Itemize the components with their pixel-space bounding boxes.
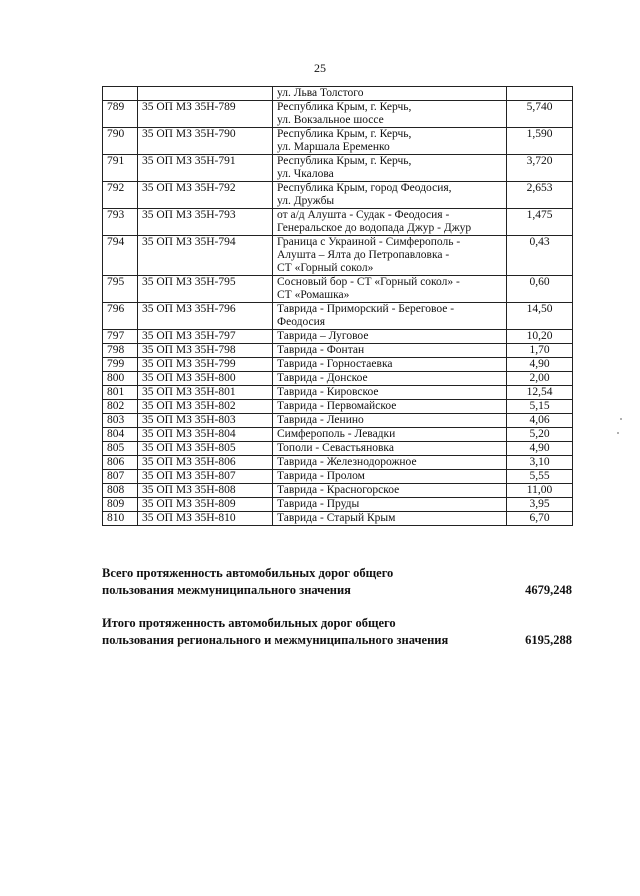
row-number: 792 (103, 182, 138, 209)
road-name (273, 330, 507, 344)
road-name-line: ул. Чкалова (277, 168, 334, 180)
road-name-line: Республика Крым, город Феодосия, (277, 182, 452, 194)
table-row (103, 236, 573, 276)
table-row (103, 456, 573, 470)
table-row (103, 414, 573, 428)
row-number: 797 (103, 330, 138, 344)
road-name-line: Граница с Украиной - Симферополь - (277, 236, 461, 248)
road-name-line: Таврида - Ленино (277, 414, 364, 426)
road-code: 35 ОП МЗ 35Н-795 (138, 276, 273, 303)
road-name-line: ул. Маршала Еременко (277, 141, 390, 153)
row-number: 805 (103, 442, 138, 456)
page-number: 25 (314, 61, 326, 75)
road-name-line: Республика Крым, г. Керчь, (277, 101, 412, 113)
road-length: 2,00 (507, 372, 573, 386)
road-name-line: Таврида - Старый Крым (277, 512, 396, 524)
road-length: 5,15 (507, 400, 573, 414)
road-name (273, 512, 507, 526)
road-code: 35 ОП МЗ 35Н-802 (138, 400, 273, 414)
road-code: 35 ОП МЗ 35Н-799 (138, 358, 273, 372)
table-row (103, 344, 573, 358)
road-code: 35 ОП МЗ 35Н-807 (138, 470, 273, 484)
road-name (273, 400, 507, 414)
row-number: 790 (103, 128, 138, 155)
road-name-line: Таврида - Донское (277, 372, 368, 384)
row-number: 793 (103, 209, 138, 236)
table-row (103, 484, 573, 498)
table-row (103, 128, 573, 155)
road-name-line: Сосновый бор - СТ «Горный сокол» - (277, 276, 460, 288)
row-number: 795 (103, 276, 138, 303)
scan-speck (617, 432, 619, 434)
table-row (103, 386, 573, 400)
road-name-line: Республика Крым, г. Керчь, (277, 128, 412, 140)
row-number: 789 (103, 101, 138, 128)
table-row (103, 470, 573, 484)
road-length: 3,720 (507, 155, 573, 182)
table-row (103, 372, 573, 386)
road-name-line: ул. Льва Толстого (277, 87, 364, 99)
table-row (103, 87, 573, 101)
row-number: 804 (103, 428, 138, 442)
road-length: 0,43 (507, 236, 573, 276)
road-name-line: Таврида - Пруды (277, 498, 360, 510)
row-number: 794 (103, 236, 138, 276)
summary-label-line: Всего протяженность автомобильных дорог общего (102, 566, 394, 580)
road-name (273, 386, 507, 400)
road-length: 1,590 (507, 128, 573, 155)
road-name (273, 456, 507, 470)
road-name-line: Таврида - Красногорское (277, 484, 400, 496)
row-number: 801 (103, 386, 138, 400)
road-code: 35 ОП МЗ 35Н-801 (138, 386, 273, 400)
road-name (273, 182, 507, 209)
table-row (103, 358, 573, 372)
road-code: 35 ОП МЗ 35Н-792 (138, 182, 273, 209)
table-row (103, 400, 573, 414)
road-name-line: СТ «Ромашка» (277, 289, 350, 301)
road-name-line: Таврида - Кировское (277, 386, 379, 398)
road-length: 11,00 (507, 484, 573, 498)
road-code: 35 ОП МЗ 35Н-797 (138, 330, 273, 344)
table-row (103, 512, 573, 526)
road-name-line: СТ «Горный сокол» (277, 262, 374, 274)
road-name (273, 101, 507, 128)
road-name (273, 303, 507, 330)
road-name (273, 414, 507, 428)
road-name (273, 358, 507, 372)
summary-regional-and-intermunicipal (102, 615, 572, 649)
table-row (103, 442, 573, 456)
summary-label-line: пользования межмуниципального значения (102, 583, 351, 597)
row-number: 807 (103, 470, 138, 484)
road-name (273, 484, 507, 498)
road-name-line: Таврида - Пролом (277, 470, 365, 482)
road-length: 3,10 (507, 456, 573, 470)
road-code: 35 ОП МЗ 35Н-790 (138, 128, 273, 155)
table-row (103, 276, 573, 303)
table-row (103, 303, 573, 330)
road-name-line: Алушта – Ялта до Петропавловка - (277, 249, 450, 261)
summary-intermunicipal (102, 565, 572, 599)
road-name (273, 470, 507, 484)
row-number: 798 (103, 344, 138, 358)
road-code: 35 ОП МЗ 35Н-796 (138, 303, 273, 330)
summary-label-line: Итого протяженность автомобильных дорог общего (102, 616, 396, 630)
road-code (138, 87, 273, 101)
road-name (273, 428, 507, 442)
roads-table-body (103, 87, 573, 526)
road-name (273, 498, 507, 512)
road-name-line: ул. Вокзальное шоссе (277, 114, 384, 126)
road-name (273, 372, 507, 386)
road-name-line: Таврида – Луговое (277, 330, 369, 342)
road-code: 35 ОП МЗ 35Н-805 (138, 442, 273, 456)
road-length: 4,06 (507, 414, 573, 428)
summary-value: 4679,248 (525, 583, 572, 597)
road-length: 5,20 (507, 428, 573, 442)
road-name-line: Феодосия (277, 316, 326, 328)
row-number: 800 (103, 372, 138, 386)
summary-value: 6195,288 (525, 633, 572, 647)
scan-speck (620, 418, 622, 420)
road-name (273, 344, 507, 358)
road-code: 35 ОП МЗ 35Н-794 (138, 236, 273, 276)
road-code: 35 ОП МЗ 35Н-800 (138, 372, 273, 386)
road-length: 0,60 (507, 276, 573, 303)
table-row (103, 330, 573, 344)
row-number: 806 (103, 456, 138, 470)
road-length: 5,740 (507, 101, 573, 128)
road-length: 1,70 (507, 344, 573, 358)
row-number: 791 (103, 155, 138, 182)
road-length: 4,90 (507, 358, 573, 372)
road-name-line: Генеральское до водопада Джур - Джур (277, 222, 472, 234)
table-row (103, 101, 573, 128)
road-name-line: Таврида - Приморский - Береговое - (277, 303, 455, 315)
road-name (273, 236, 507, 276)
road-length: 5,55 (507, 470, 573, 484)
row-number: 802 (103, 400, 138, 414)
road-code: 35 ОП МЗ 35Н-804 (138, 428, 273, 442)
row-number: 799 (103, 358, 138, 372)
road-code: 35 ОП МЗ 35Н-810 (138, 512, 273, 526)
road-name (273, 155, 507, 182)
road-length: 10,20 (507, 330, 573, 344)
road-length: 3,95 (507, 498, 573, 512)
road-code: 35 ОП МЗ 35Н-808 (138, 484, 273, 498)
table-row (103, 209, 573, 236)
road-length: 12,54 (507, 386, 573, 400)
road-code: 35 ОП МЗ 35Н-803 (138, 414, 273, 428)
road-name-line: от а/д Алушта - Судак - Феодосия - (277, 209, 450, 221)
road-name-line: Таврида - Железнодорожное (277, 456, 417, 468)
road-length: 1,475 (507, 209, 573, 236)
road-code: 35 ОП МЗ 35Н-793 (138, 209, 273, 236)
road-name-line: Симферополь - Левадки (277, 428, 396, 440)
road-code: 35 ОП МЗ 35Н-809 (138, 498, 273, 512)
road-code: 35 ОП МЗ 35Н-798 (138, 344, 273, 358)
road-length: 4,90 (507, 442, 573, 456)
row-number (103, 87, 138, 101)
road-length (507, 87, 573, 101)
road-name-line: Тополи - Севастьяновка (277, 442, 394, 454)
summary-label-line: пользования регионального и межмуниципального значения (102, 633, 449, 647)
roads-table (102, 86, 573, 526)
road-name (273, 276, 507, 303)
road-name-line: Республика Крым, г. Керчь, (277, 155, 412, 167)
road-name (273, 209, 507, 236)
road-length: 6,70 (507, 512, 573, 526)
road-name (273, 87, 507, 101)
road-code: 35 ОП МЗ 35Н-791 (138, 155, 273, 182)
road-name (273, 128, 507, 155)
road-length: 2,653 (507, 182, 573, 209)
table-row (103, 428, 573, 442)
row-number: 796 (103, 303, 138, 330)
table-row (103, 155, 573, 182)
road-name-line: Таврида - Горностаевка (277, 358, 393, 370)
road-name-line: ул. Дружбы (277, 195, 335, 207)
row-number: 810 (103, 512, 138, 526)
road-name-line: Таврида - Фонтан (277, 344, 365, 356)
row-number: 809 (103, 498, 138, 512)
row-number: 808 (103, 484, 138, 498)
road-code: 35 ОП МЗ 35Н-806 (138, 456, 273, 470)
road-code: 35 ОП МЗ 35Н-789 (138, 101, 273, 128)
table-row (103, 182, 573, 209)
road-length: 14,50 (507, 303, 573, 330)
row-number: 803 (103, 414, 138, 428)
road-name (273, 442, 507, 456)
table-row (103, 498, 573, 512)
road-name-line: Таврида - Первомайское (277, 400, 397, 412)
